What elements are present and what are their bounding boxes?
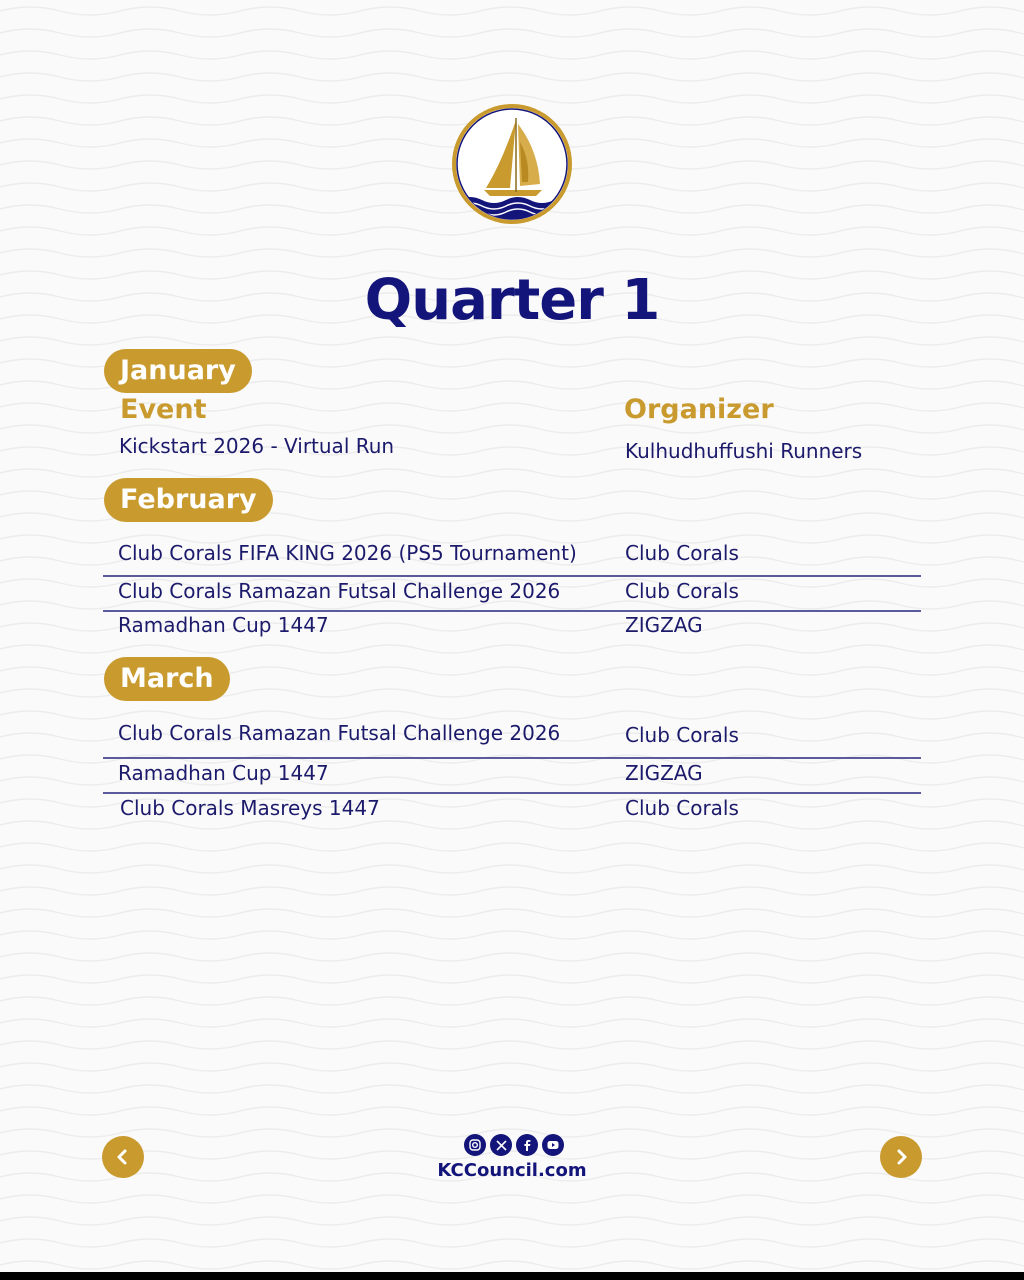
social-links [464, 1134, 564, 1156]
event-column-header: Event [120, 394, 207, 425]
organizer-column-header: Organizer [624, 394, 774, 425]
row-divider [103, 757, 921, 759]
event-cell: Club Corals Masreys 1447 [120, 796, 380, 820]
organizer-cell: Club Corals [625, 723, 739, 747]
event-cell: Club Corals Ramazan Futsal Challenge 2026 [118, 721, 561, 745]
month-february: February [104, 478, 273, 522]
row-divider [103, 610, 921, 612]
website-link[interactable]: KCCouncil.com [437, 1160, 587, 1181]
organizer-cell: Club Corals [625, 579, 739, 603]
event-cell: Kickstart 2026 - Virtual Run [119, 434, 395, 458]
event-cell: Club Corals Ramazan Futsal Challenge 2026 [118, 579, 561, 603]
organizer-cell: Kulhudhuffushi Runners [625, 439, 863, 463]
row-divider [103, 575, 921, 577]
council-logo [450, 102, 574, 226]
month-march: March [104, 657, 230, 701]
youtube-icon[interactable] [542, 1134, 564, 1156]
event-cell: Ramadhan Cup 1447 [118, 761, 329, 785]
month-january: January [104, 349, 252, 393]
row-divider [103, 792, 921, 794]
organizer-cell: ZIGZAG [625, 613, 703, 637]
event-cell: Club Corals FIFA KING 2026 (PS5 Tournament) [118, 541, 577, 565]
x-icon[interactable] [490, 1134, 512, 1156]
instagram-icon[interactable] [464, 1134, 486, 1156]
page-title: Quarter 1 [364, 268, 660, 333]
organizer-cell: Club Corals [625, 796, 739, 820]
facebook-icon[interactable] [516, 1134, 538, 1156]
bottom-bar [0, 1272, 1024, 1280]
organizer-cell: Club Corals [625, 541, 739, 565]
event-cell: Ramadhan Cup 1447 [118, 613, 329, 637]
organizer-cell: ZIGZAG [625, 761, 703, 785]
